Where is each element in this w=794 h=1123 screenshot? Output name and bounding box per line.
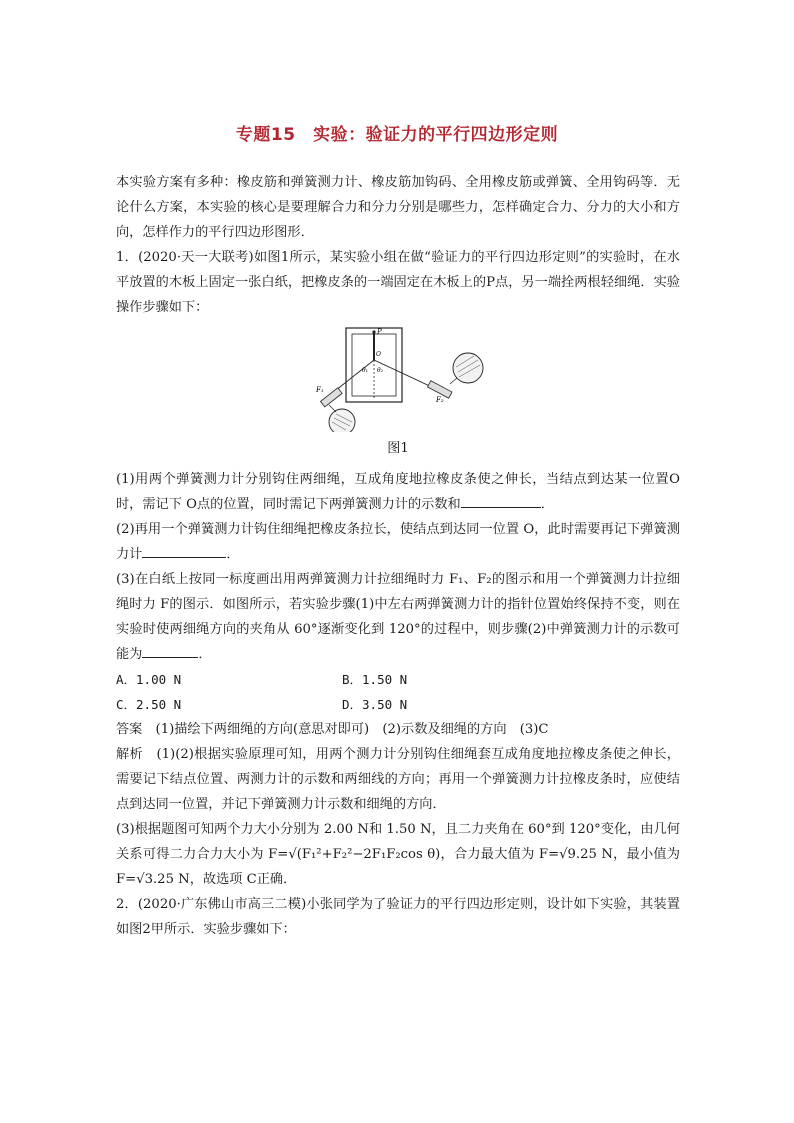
intro-paragraph: 本实验方案有多种：橡皮筋和弹簧测力计、橡皮筋加钩码、全用橡皮筋或弹簧、全用钩码等．无论什么方案，本实验的核心是要理解合力和分力分别是哪些力，怎样确定合力、分力的大小和方向，怎样作力的平行四边形图形． <box>116 175 680 240</box>
label-F2: F₂ <box>436 396 444 404</box>
part-2-text: (2)再用一个弹簧测力计钩住细绳把橡皮条拉长，使结点到达同一位置 O，此时需要再记下弹簧测力计 <box>116 522 680 562</box>
figure-1-diagram <box>316 326 486 432</box>
analysis-1: 解析 (1)(2)根据实验原理可知，用两个测力计分别钩住细绳套互成角度地拉橡皮条使之伸长，需要记下结点位置、两测力计的示数和两细线的方向；再用一个弹簧测力计拉橡皮条时，应使结点到达同一位置，并记下弹簧测力计示数和细绳的方向． <box>116 747 680 812</box>
label-P: P <box>377 328 382 336</box>
option-b: B．1.50 N <box>342 672 408 687</box>
analysis-2: (3)根据题图可知两个力大小分别为 2.00 N和 1.50 N，且二力夹角在 60°到 120°变化，由几何关系可得二力合力大小为 F=√(F₁²+F₂²−2F₁F₂cos θ)，合力最大值为 F=√9.25 N，最小值为 F=√3.25 N，故选项 C正确． <box>116 822 680 887</box>
part-1-end: ． <box>540 497 554 512</box>
figure-1 <box>116 326 680 432</box>
part-1-text: (1)用两个弹簧测力计分别钩住两细绳，互成角度地拉橡皮条使之伸长，当结点到达某一位置O时，需记下 O点的位置，同时需记下两弹簧测力计的示数和 <box>116 472 680 512</box>
label-theta2: θ₂ <box>377 367 384 374</box>
label-F1: F₁ <box>316 386 324 394</box>
question-1-part-2 <box>116 517 680 567</box>
part-3-end: ． <box>198 647 212 662</box>
option-d: D．3.50 N <box>342 697 408 712</box>
question-1-part-1 <box>116 467 680 517</box>
question-1-part-3 <box>116 567 680 667</box>
part-2-end: ． <box>226 547 240 562</box>
left-spring-scale <box>320 388 355 432</box>
label-O: O <box>376 351 381 358</box>
figure-1-caption: 图1 <box>387 441 409 456</box>
option-a: A．1.00 N <box>116 672 182 687</box>
options-row-1 <box>116 667 680 692</box>
answer-line: 答案 (1)描绘下两细绳的方向(意思对即可) (2)示数及细绳的方向 (3)C <box>116 722 549 737</box>
options-row-2 <box>116 692 680 717</box>
part-1-blank <box>461 493 541 508</box>
document-body <box>116 170 680 942</box>
part-3-blank <box>142 643 198 658</box>
label-theta1: θ₁ <box>362 367 369 374</box>
part-3-text: (3)在白纸上按同一标度画出用两弹簧测力计拉细绳时力 F₁、F₂的图示和用一个弹簧测力计拉细绳时力 F的图示．如图所示，若实验步骤(1)中左右两弹簧测力计的指针位置始终保持不变，则在实验时使两细绳方向的夹角从 60°逐渐变化到 120°的过程中，则步骤(2)中弹簧测力计的示数可能为 <box>116 572 680 662</box>
right-spring-scale <box>428 353 483 398</box>
question-2-stem: 2．(2020·广东佛山市高三二模)小张同学为了验证力的平行四边形定则，设计如下实验，其装置如图2甲所示．实验步骤如下： <box>116 897 680 937</box>
option-c: C．2.50 N <box>116 697 182 712</box>
question-1-stem: 1．(2020·天一大联考)如图1所示，某实验小组在做“验证力的平行四边形定则”的实验时，在水平放置的木板上固定一张白纸，把橡皮条的一端固定在木板上的P点，另一端拴两根轻细绳．实验操作步骤如下： <box>116 250 680 315</box>
page-title: 专题15 实验：验证力的平行四边形定则 <box>235 125 559 145</box>
part-2-blank <box>142 543 226 558</box>
